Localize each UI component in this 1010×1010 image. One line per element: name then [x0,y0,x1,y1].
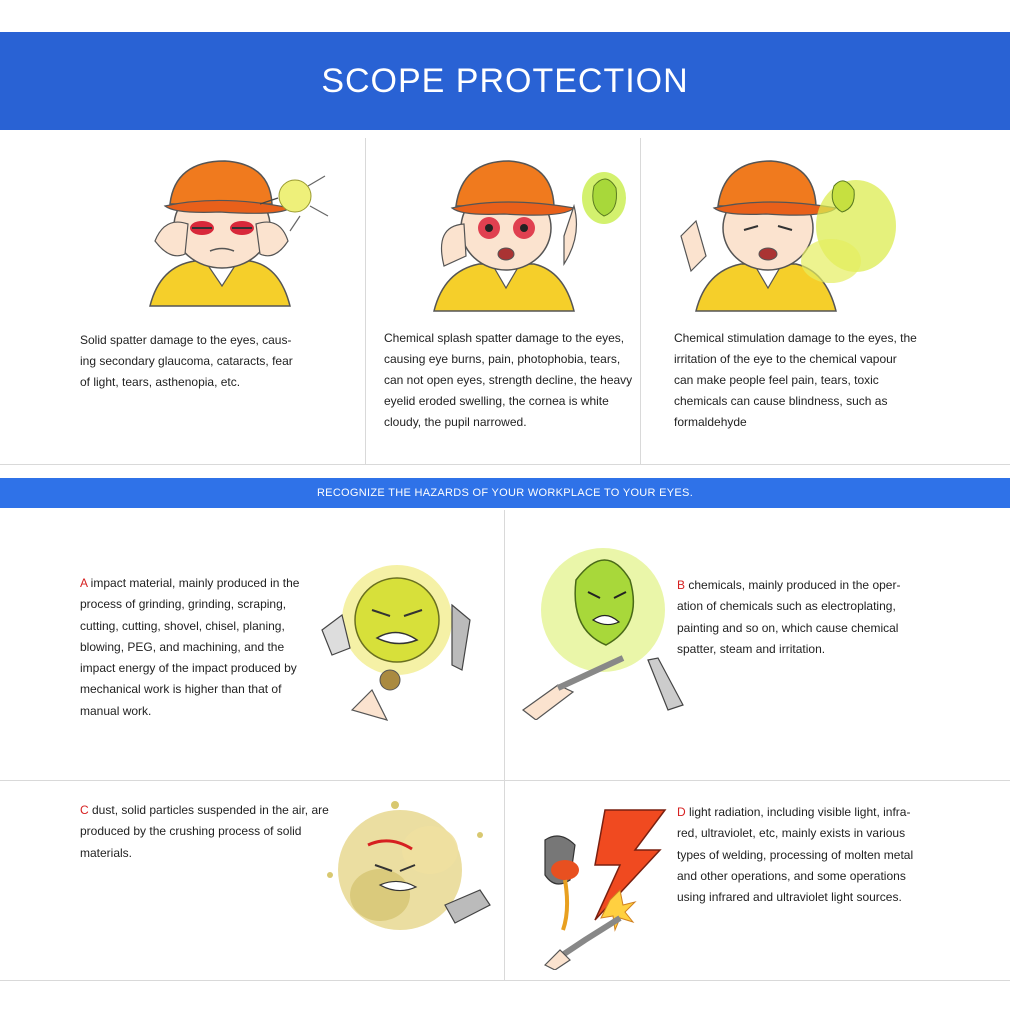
damage-description: Solid spatter damage to the eyes, caus-ing secondary glaucoma, cataracts, fear of light, tears, asthenopia, etc. [80,333,293,389]
divider [0,464,1010,465]
hazards-banner [0,478,1010,508]
dust-illustration [320,795,500,945]
impact-material-illustration [312,560,492,735]
header-banner [0,32,1010,130]
page-title: SCOPE PROTECTION [321,61,689,100]
hazards-banner-title: RECOGNIZE THE HAZARDS OF YOUR WORKPLACE TO YOUR EYES. [316,487,694,499]
hazard-text: chemicals, mainly produced in the oper-ation of chemicals such as electroplating, painting and so on, which cause chemical spatter, steam and irritation. [677,578,901,656]
damage-description: Chemical splash spatter damage to the eyes, causing eye burns, pain, photophobia, tears, can not open eyes, strength decline, the heavy eyelid eroded swelling, the cornea is white cloudy, the pupil narrowed. [384,331,633,429]
divider [504,510,505,980]
damage-panel-solid [0,138,365,464]
worker-chemical-vapour-illustration [666,146,896,316]
hazard-text: impact material, mainly produced in the process of grinding, grinding, scraping, cutting, cutting, shovel, chisel, planing, blowing, PEG, and machining, and the impact energy of the impact produced by mechanical work is higher than that of manual work. [80,576,300,718]
hazard-b-description [677,575,913,660]
worker-solid-spatter-illustration [130,146,340,316]
chemicals-illustration [518,530,693,720]
hazard-letter: B [677,578,686,592]
hazard-c-description [80,800,338,864]
hazard-d-description [677,802,927,908]
damage-description: Chemical stimulation damage to the eyes, the irritation of the eye to the chemical vapour can make people feel pain, tears, toxic chemicals can cause blindness, such as formaldehyde [674,331,917,429]
hazard-letter: D [677,805,686,819]
light-radiation-illustration [525,800,675,970]
hazard-letter: C [80,803,89,817]
hazard-text: dust, solid particles suspended in the air, are produced by the crushing process of solid materials. [80,803,329,860]
hazard-letter: A [80,576,88,590]
hazard-text: light radiation, including visible light, infra-red, ultraviolet, etc, mainly exists in various types of welding, processing of molten metal and other operations, and some operations using infrared and ultraviolet light sources. [677,805,914,905]
divider [0,980,1010,981]
divider [0,780,1010,781]
damage-panel-chemical-vapour [641,138,1010,464]
damage-panel-chemical-splash [366,138,640,464]
damage-section [0,138,1010,466]
worker-chemical-splash-illustration [414,146,634,316]
hazard-a-description [80,573,312,722]
